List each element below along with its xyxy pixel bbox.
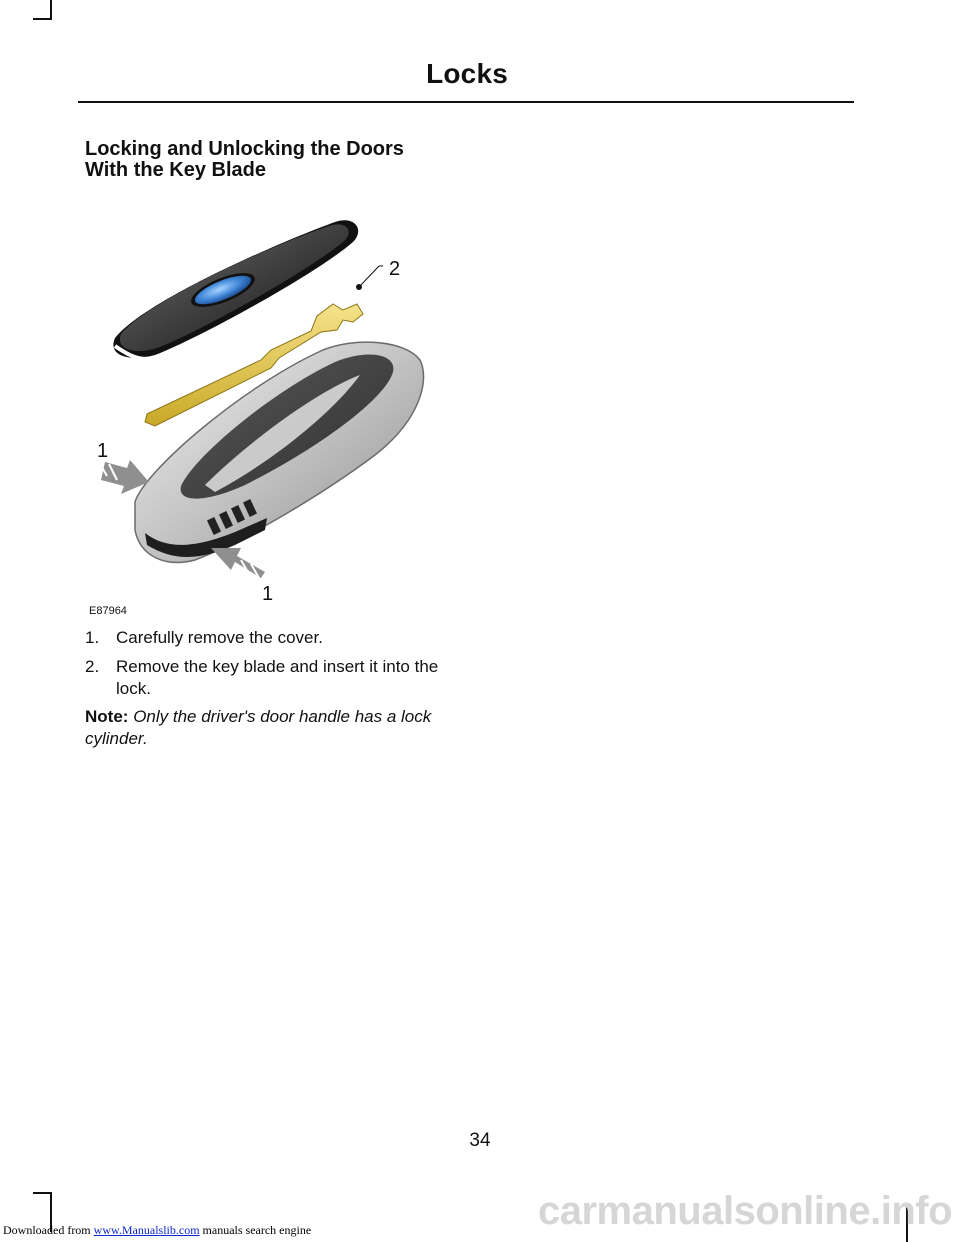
callout-leader-2 [356, 266, 383, 290]
page-header-title: Locks [426, 58, 508, 89]
download-footer [3, 1223, 311, 1238]
note-label: Note: [85, 707, 129, 726]
section-title-line-1: Locking and Unlocking the Doors [85, 138, 404, 160]
crop-mark [50, 0, 52, 20]
step-text: Remove the key blade and insert it into the lock. [116, 657, 439, 698]
page-number: 34 [469, 1130, 491, 1151]
footer-prefix: Downloaded from [3, 1223, 94, 1237]
section-title [85, 139, 465, 181]
note-block [85, 706, 455, 750]
callout-1-label-side: 1 [97, 440, 109, 462]
release-arrow-bottom [211, 548, 265, 578]
callout-1-label-bottom: 1 [262, 583, 274, 605]
callout-2-label: 2 [389, 258, 401, 280]
section-title-line-2: With the Key Blade [85, 159, 266, 181]
header-divider [78, 101, 854, 103]
step-number: 2. [85, 657, 100, 676]
note-text: Only the driver's door handle has a lock cylinder. [85, 707, 432, 748]
step-text: Carefully remove the cover. [116, 628, 323, 647]
instruction-list [85, 627, 465, 707]
figure-code: E87964 [89, 605, 127, 617]
list-item [85, 627, 465, 649]
fob-shell [135, 342, 424, 562]
footer-suffix: manuals search engine [199, 1223, 312, 1237]
list-item [85, 656, 465, 700]
crop-mark [33, 18, 52, 20]
crop-mark [33, 1192, 52, 1194]
manualslib-link[interactable]: www.Manualslib.com [93, 1223, 200, 1237]
step-number: 1. [85, 628, 100, 647]
watermark: carmanualsonline.info [537, 1189, 952, 1233]
fob-cover [113, 220, 358, 359]
key-fob-illustration [85, 200, 465, 625]
